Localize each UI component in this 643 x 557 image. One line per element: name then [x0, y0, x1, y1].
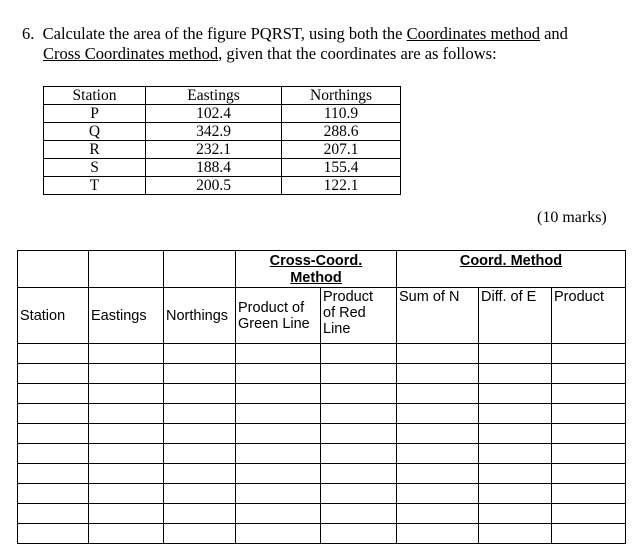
col-northings-label: Northings [166, 307, 229, 324]
cross-coord-title-line2: Method [290, 270, 342, 286]
table-row [18, 464, 626, 484]
col-northings [164, 288, 236, 344]
col-station [18, 288, 89, 344]
green-line-label-1: Product of [238, 299, 305, 316]
eastings-cell: 188.4 [146, 159, 282, 177]
header-northings: Northings [282, 87, 401, 105]
question-text-part: and [539, 24, 568, 43]
coordinates-table [43, 86, 401, 195]
red-line-label-2: of Red [323, 305, 366, 321]
station-cell: Q [44, 123, 146, 141]
cross-coord-title-line1: Cross-Coord. [269, 253, 363, 269]
coord-method-title: Coord. Method [459, 253, 563, 269]
question-text-part: Calculate the area of the figure PQRST, using both the [42, 24, 407, 43]
coordinates-method-term: Coordinates method [406, 24, 540, 43]
empty-cell [164, 251, 236, 288]
red-line-label-3: Line [323, 321, 351, 337]
col-red-line [321, 288, 397, 344]
coordinates-header-row [44, 87, 401, 105]
column-header-row [18, 288, 626, 344]
question-line-1 [22, 24, 627, 44]
table-row [18, 444, 626, 464]
header-eastings: Eastings [146, 87, 282, 105]
empty-cell [18, 251, 89, 288]
col-diff-e-label: Diff. of E [481, 289, 537, 305]
eastings-cell: 232.1 [146, 141, 282, 159]
empty-cell [89, 251, 164, 288]
table-row [18, 364, 626, 384]
eastings-cell: 342.9 [146, 123, 282, 141]
eastings-cell: 102.4 [146, 105, 282, 123]
question-text [22, 24, 627, 64]
question-line-2 [22, 44, 627, 64]
question-number: 6. [22, 24, 35, 43]
col-diff-e [479, 288, 552, 344]
table-row [18, 344, 626, 364]
question-text-part: , given that the coordinates are as follows: [218, 44, 497, 63]
table-row [18, 404, 626, 424]
station-cell: R [44, 141, 146, 159]
col-product-label: Product [554, 289, 604, 305]
station-cell: P [44, 105, 146, 123]
col-green-line [236, 288, 321, 344]
marks-label: (10 marks) [537, 209, 607, 226]
northings-cell: 207.1 [282, 141, 401, 159]
table-row [44, 105, 401, 123]
col-sum-n-label: Sum of N [399, 289, 460, 305]
group-header-row [18, 251, 626, 288]
northings-cell: 122.1 [282, 177, 401, 195]
col-station-label: Station [20, 307, 66, 324]
col-eastings-label: Eastings [91, 307, 147, 324]
coord-method-header [397, 251, 626, 288]
col-eastings [89, 288, 164, 344]
table-row [44, 177, 401, 195]
northings-cell: 155.4 [282, 159, 401, 177]
cross-coord-method-header [236, 251, 397, 288]
col-product [552, 288, 626, 344]
col-sum-n [397, 288, 479, 344]
northings-cell: 288.6 [282, 123, 401, 141]
northings-cell: 110.9 [282, 105, 401, 123]
table-row [44, 123, 401, 141]
table-row [18, 484, 626, 504]
red-line-label-1: Product [323, 289, 373, 305]
working-table [17, 250, 626, 544]
table-row [18, 424, 626, 444]
station-cell: T [44, 177, 146, 195]
table-row [44, 141, 401, 159]
eastings-cell: 200.5 [146, 177, 282, 195]
table-row [18, 504, 626, 524]
table-row [18, 524, 626, 544]
green-line-label-2: Green Line [238, 315, 310, 332]
table-row [18, 384, 626, 404]
station-cell: S [44, 159, 146, 177]
table-row [44, 159, 401, 177]
header-station: Station [44, 87, 146, 105]
cross-coordinates-method-term: Cross Coordinates method [43, 44, 219, 63]
